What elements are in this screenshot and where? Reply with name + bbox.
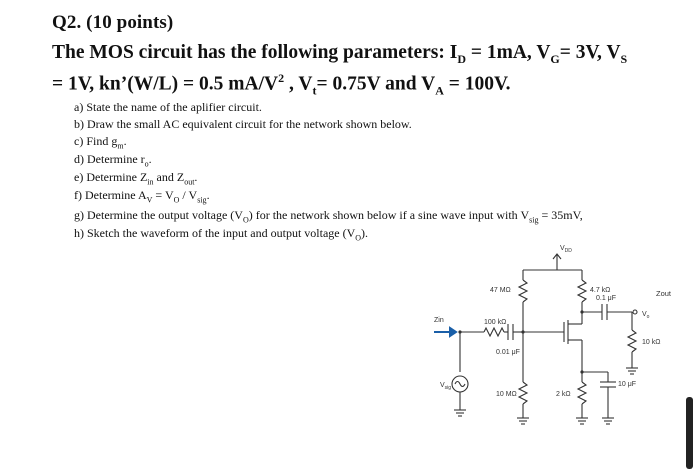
item-f: f) Determine $A_V = V_O / V_{sig}$. <box>74 188 210 205</box>
item-g: g) Determine the output voltage $(V_O)$ for the network shown below if a sine wave input with $V_{sig} = 35mV$, <box>74 208 583 225</box>
item-a: a) State the name of the aplifier circuit. <box>74 100 262 114</box>
zin-label: Zin <box>434 317 444 324</box>
vsig-label: $V_{sig}$ <box>440 382 452 391</box>
circuit-diagram <box>420 232 690 464</box>
cout-label: 0.1 μF <box>596 295 616 302</box>
vo-label: $V_o$ <box>642 311 650 320</box>
rl-label: 10 kΩ <box>642 339 661 346</box>
problem-statement-line-1: The MOS circuit has the following parameters: $I_D = 1mA$, $V_G= 3V$, $V_S$ <box>52 42 628 66</box>
item-c: c) Find $g_m$. <box>74 134 127 151</box>
rd-label: 4.7 kΩ <box>590 287 611 294</box>
rsig-label: 100 kΩ <box>484 319 507 326</box>
vdd-label: $V_{DD}$ <box>560 245 572 254</box>
cs-label: 10 μF <box>618 381 637 388</box>
cin-label: 0.01 μF <box>496 349 520 356</box>
problem-statement-line-2: = 1V, kn’(W/L) = 0.5 $mA/V^2$ , $V_t= 0.75V$ and $V_A = 100V$. <box>52 71 511 98</box>
item-b: b) Draw the small AC equivalent circuit for the network shown below. <box>74 117 412 131</box>
scrollbar[interactable] <box>686 397 693 469</box>
item-h: h) Sketch the waveform of the input and output voltage $(V_O)$. <box>74 226 369 243</box>
item-d: d) Determine $r_o$. <box>74 152 152 169</box>
zout-label: Zout <box>656 289 672 298</box>
r2-label: 10 MΩ <box>496 391 517 398</box>
r1-label: 47 MΩ <box>490 287 511 294</box>
rs-label: 2 kΩ <box>556 391 571 398</box>
question-title: Q2. (10 points) <box>52 12 174 33</box>
item-e: e) Determine $Z_{in}$ and $Z_{out}$. <box>74 170 198 187</box>
